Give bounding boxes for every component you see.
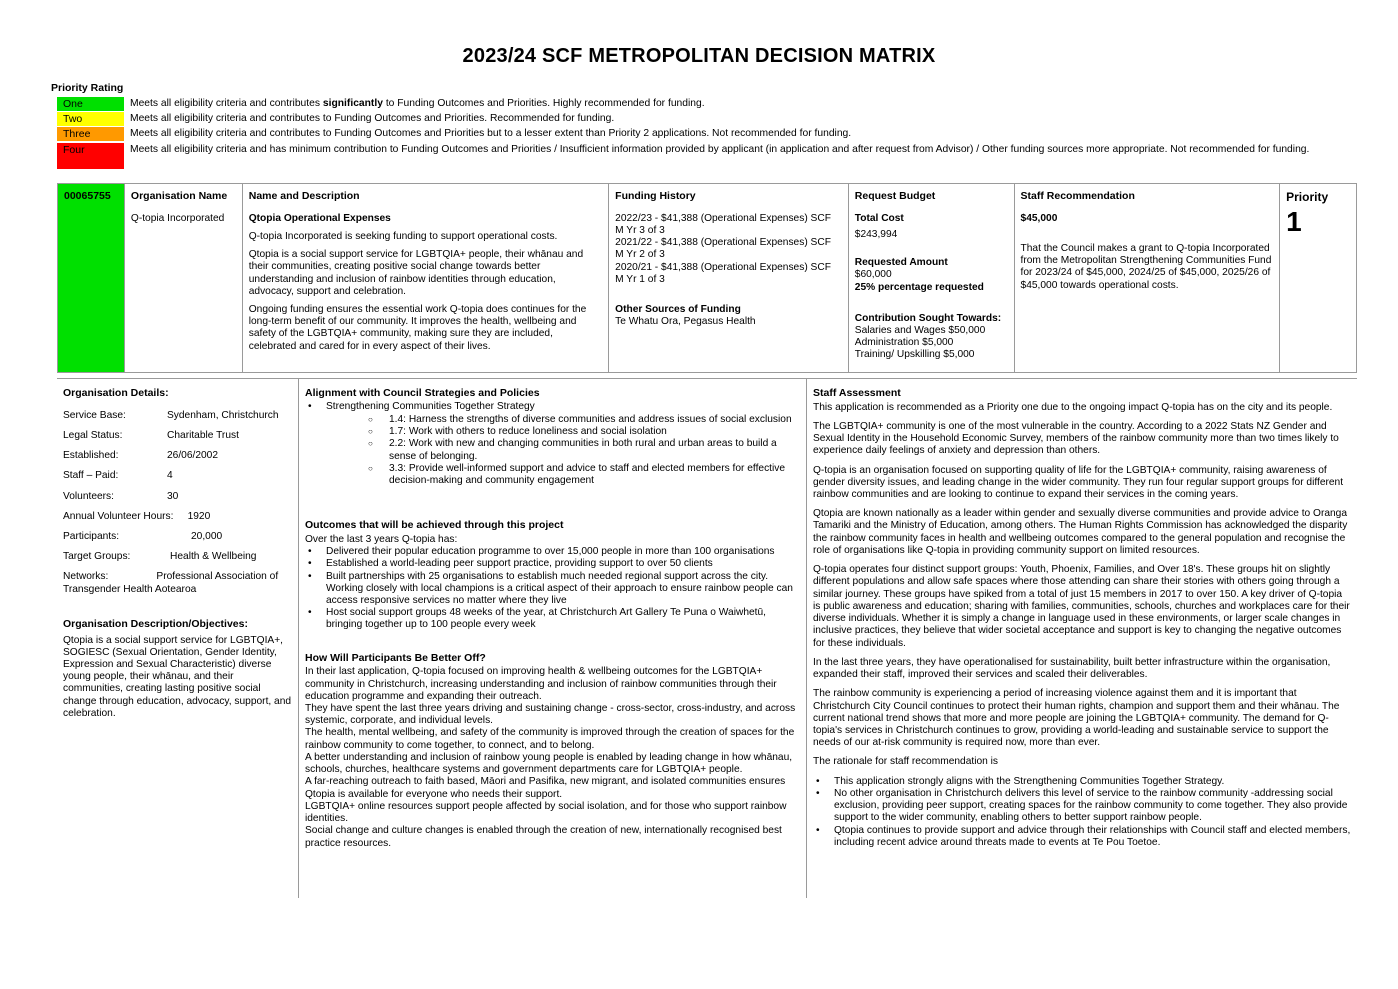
staff-assessment-paragraph: The rainbow community is experiencing a period of increasing violence against them and it is important that Christchurch City Council continues to protect their human rights, champion and support them and their whānau. The current national trend shows that more and more people are joining the LGBTQIA+ community. The demand for Q-topia's services in Christchurch continues to grow, providing a world-leading and sustainable service to support the needs of our at-risk community is required now, more than ever. bbox=[813, 688, 1340, 749]
decision-matrix-table bbox=[57, 183, 1357, 373]
organisation-description: Qtopia is a social support service for LGBTQIA+, SOGIESC (Sexual Orientation, Gender Identity, Expression and Sexual Characteristic) diverse young people, their whānau, and their communities, creating lasting positive social change through education, advocacy, support, and celebration. bbox=[63, 634, 292, 719]
name-description-header: Name and Description bbox=[248, 190, 360, 202]
staff-assessment-paragraph: Q-topia operates four distinct support groups: Youth, Phoenix, Families, and Over 18's. These groups hit on slightly different populations and allow safe spaces where those attending can share their stories with others going through a similar journey. These groups have spiked from a total of just 15 members in 2017 to over 150. A key driver of Q-topia is public awareness and education; sharing with families, communities, schools, churches and workplaces care for their diverse individuals. Whether it is simply a change in language used in these environments, or larger scale changes in inclusive practices, they believe that wider societal acceptance and support is key to changing the negative outcomes for these individuals. bbox=[813, 564, 1350, 649]
better-off-paragraph: A far-reaching outreach to faith based, Māori and Pasifika, new migrant, and isolated communities ensures Qtopia is available for everyone who needs their support. bbox=[305, 776, 786, 800]
detail-row bbox=[63, 470, 292, 482]
staff-assessment-paragraph: The LGBTQIA+ community is one of the most vulnerable in the country. According to a 2022 Stats NZ Gender and Sexual Identity in the Household Economic Survey, members of the rainbow community more than two times likely to experience daily feelings of anxiety and depression than others. bbox=[813, 420, 1339, 457]
detail-key: Staff – Paid: bbox=[63, 470, 119, 482]
detail-value: 30 bbox=[167, 490, 179, 502]
priority-swatch-two: Two bbox=[57, 112, 124, 126]
staff-assessment-paragraph: In the last three years, they have operationalised for sustainability, built better infrastructure within the organisation, expanded their staff, improved their services and scaled their deliverables. bbox=[813, 656, 1331, 681]
other-sources: Te Whatu Ora, Pegasus Health bbox=[615, 316, 756, 328]
better-off-header: How Will Participants Be Better Off? bbox=[305, 651, 486, 664]
request-budget-cell bbox=[849, 184, 1015, 372]
detail-value: Sydenham, Christchurch bbox=[167, 409, 279, 421]
priority-swatch-four: Four bbox=[57, 143, 124, 169]
priority-row-two bbox=[57, 112, 1327, 126]
detail-key: Volunteers: bbox=[63, 490, 114, 502]
requested-amount: $60,000 bbox=[854, 269, 892, 281]
detail-row bbox=[63, 410, 292, 422]
organisation-details-header: Organisation Details: bbox=[63, 387, 169, 399]
priority-value: 1 bbox=[1286, 206, 1302, 238]
detail-value: 26/06/2002 bbox=[167, 450, 218, 462]
detail-key: Established: bbox=[63, 450, 119, 462]
alignment-outcomes-section bbox=[298, 379, 807, 898]
list-item: • Qtopia continues to provide support and advice through their relationships with Council staff and elected members, including recent advice around threats made to events at Te Pou Toetoe. bbox=[813, 825, 1351, 849]
detail-key: Legal Status: bbox=[63, 429, 123, 441]
better-off-paragraph: The health, mental wellbeing, and safety of the community is improved through the creation of spaces for the rainbow community to come together, to connect, and to belong. bbox=[305, 727, 795, 751]
detail-value: Health & Wellbeing bbox=[170, 551, 257, 563]
page-title: 2023/24 SCF METROPOLITAN DECISION MATRIX bbox=[462, 45, 936, 67]
better-off-paragraph: In their last application, Q-topia focused on improving health & wellbeing outcomes for the LGBTQIA+ community in Christchurch, increasing understanding and inclusion of rainbow communities through their education programme and expanding their outreach. bbox=[305, 666, 777, 702]
list-item: • Delivered their popular education programme to over 15,000 people in more than 100 organisations bbox=[305, 546, 800, 558]
requested-amount-label: Requested Amount bbox=[854, 257, 948, 269]
list-item: ○ 3.3: Provide well-informed support and advice to staff and elected members for effective decision-making and community engagement bbox=[368, 463, 800, 487]
project-description: Q-topia Incorporated is seeking funding to support operational costs. bbox=[248, 230, 558, 242]
organisation-details-section bbox=[57, 379, 298, 898]
outcomes-list bbox=[305, 546, 800, 632]
staff-recommendation-amount: $45,000 bbox=[1020, 212, 1058, 224]
strategy-name: Strengthening Communities Together Strategy bbox=[326, 400, 535, 412]
staff-recommendation-text: That the Council makes a grant to Q-topia Incorporated from the Metropolitan Strengthening Communities Fund for 2023/24 of $45,000, 2024/25 of $45,000, 2025/26 of $45,000 towards operational costs. bbox=[1020, 242, 1272, 291]
contribution-item: Administration $5,000 bbox=[854, 337, 954, 349]
list-item bbox=[305, 401, 800, 488]
list-item: • No other organisation in Christchurch delivers this level of service to the rainbow community -addressing social exclusion, providing peer support, creating spaces for the rainbow community to come together. They also provide support to the wider community, enabling others to better support rainbow people. bbox=[813, 788, 1351, 825]
project-description: Qtopia is a social support service for LGBTQIA+ people, their whānau and their communities, creating positive social change towards better understanding and inclusion of rainbow identities through education, advocacy, support and celebration. bbox=[248, 249, 584, 297]
priority-text-three: Meets all eligibility criteria and contributes to Funding Outcomes and Priorities but to a lesser extent than Priority 2 applications. Not recommended for funding. bbox=[130, 128, 852, 139]
funding-history-item: 2020/21 - $41,388 (Operational Expenses) SCF M Yr 1 of 3 bbox=[615, 261, 831, 285]
request-budget-header: Request Budget bbox=[854, 190, 936, 202]
staff-assessment-paragraph: This application is recommended as a Priority one due to the ongoing impact Q-topia has on the city and its people. bbox=[813, 401, 1333, 413]
list-item: • Established a world-leading peer support practice, providing support to over 50 clients bbox=[305, 558, 800, 570]
application-id-cell bbox=[58, 184, 125, 372]
priority-row-three bbox=[57, 127, 1327, 141]
detail-value: Charitable Trust bbox=[167, 429, 239, 441]
detail-key: Target Groups: bbox=[63, 551, 131, 563]
assessment-sections bbox=[57, 378, 1357, 898]
organisation-name-cell bbox=[125, 184, 243, 372]
total-cost: $243,994 bbox=[854, 228, 898, 240]
funding-history-item: 2022/23 - $41,388 (Operational Expenses) SCF M Yr 3 of 3 bbox=[615, 212, 831, 236]
contribution-label: Contribution Sought Towards: bbox=[854, 312, 1002, 324]
detail-value: 20,000 bbox=[191, 531, 223, 542]
contribution-item: Training/ Upskilling $5,000 bbox=[854, 349, 975, 361]
detail-row bbox=[63, 551, 292, 563]
list-item: ○ 1.7: Work with others to reduce loneliness and social isolation bbox=[368, 426, 800, 438]
list-item: • This application strongly aligns with the Strengthening Communities Together Strategy. bbox=[813, 776, 1351, 788]
funding-history-item: 2021/22 - $41,388 (Operational Expenses) SCF M Yr 2 of 3 bbox=[615, 237, 831, 261]
priority-text-one-bold: significantly bbox=[322, 98, 383, 109]
better-off-paragraph: LGBTQIA+ online resources support people affected by social isolation, and for those who support rainbow identities. bbox=[305, 800, 787, 825]
project-title: Qtopia Operational Expenses bbox=[248, 212, 391, 224]
detail-key: Service Base: bbox=[63, 409, 126, 421]
other-sources-header: Other Sources of Funding bbox=[615, 304, 741, 315]
staff-assessment-header: Staff Assessment bbox=[813, 387, 901, 399]
better-off-paragraph: Social change and culture changes is enabled through the creation of new, internationally recognised best practice resources. bbox=[305, 825, 782, 849]
detail-row bbox=[63, 430, 292, 442]
better-off-paragraph: A better understanding and inclusion of rainbow young people is enabled by leading change in how whānau, schools, churches, healthcare systems and government departments care for LGBTQIA+ people. bbox=[305, 751, 793, 776]
organisation-name-header: Organisation Name bbox=[130, 190, 228, 202]
detail-row bbox=[63, 491, 292, 503]
list-item: ○ 1.4: Harness the strengths of diverse communities and address issues of social exclusion bbox=[368, 414, 800, 426]
detail-row bbox=[63, 531, 292, 543]
list-item: • Built partnerships with 25 organisations to establish much needed regional support across the city. Working closely with local champions is a critical aspect of their approach to ensure rainbow people can access responsive services no matter where they live bbox=[305, 571, 800, 608]
outcomes-intro: Over the last 3 years Q-topia has: bbox=[305, 533, 458, 545]
staff-recommendation-header: Staff Recommendation bbox=[1020, 190, 1135, 202]
priority-text-four: Meets all eligibility criteria and has minimum contribution to Funding Outcomes and Priorities / Insufficient information provided by applicant (in application and after request from Advisor) / Other funding sources more appropriate. Not recommended for funding. bbox=[130, 144, 1310, 155]
detail-value: 4 bbox=[167, 470, 173, 482]
staff-assessment-section bbox=[807, 379, 1357, 898]
name-description-cell bbox=[243, 184, 609, 372]
contribution-item: Salaries and Wages $50,000 bbox=[854, 325, 986, 336]
staff-recommendation-cell bbox=[1015, 184, 1281, 372]
strategy-goals-list bbox=[326, 414, 800, 487]
funding-history-cell bbox=[609, 184, 849, 372]
staff-assessment-paragraph: Qtopia are known nationally as a leader within gender and sexually diverse communities and provide advice to Oranga Tamariki and the Ministry of Education, among others. The Human Rights Commission has acknowledged the disparity the rainbow community faces in health and wellbeing outcomes compared to the general population and recognise the role of organisations like Q-topia in providing community support on limited resources. bbox=[813, 508, 1348, 556]
priority-text-one-post: to Funding Outcomes and Priorities. Highly recommended for funding. bbox=[382, 98, 705, 109]
total-cost-label: Total Cost bbox=[854, 212, 904, 224]
priority-swatch-one: One bbox=[57, 97, 124, 111]
list-item: ○ 2.2: Work with new and changing communities in both rural and urban areas to build a sense of belonging. bbox=[368, 438, 800, 462]
outcomes-header: Outcomes that will be achieved through this project bbox=[305, 519, 564, 532]
funding-history-header: Funding History bbox=[615, 190, 696, 202]
priority-rating-label: Priority Rating bbox=[51, 82, 124, 94]
priority-header: Priority bbox=[1286, 190, 1329, 204]
organisation-name: Q-topia Incorporated bbox=[130, 212, 225, 224]
priority-text-one-pre: Meets all eligibility criteria and contributes bbox=[130, 98, 323, 109]
application-id: 00065755 bbox=[64, 190, 111, 202]
percentage-requested: 25% percentage requested bbox=[854, 281, 984, 293]
priority-swatch-three: Three bbox=[57, 127, 124, 141]
project-description: Ongoing funding ensures the essential work Q-topia does continues for the long-term benefit of our community. It improves the health, wellbeing and safety of the LGBTQIA+ community, making sure they are included, celebrated and cared for in every aspect of their lives. bbox=[248, 304, 587, 352]
priority-row-one bbox=[57, 97, 1327, 111]
rationale-list bbox=[813, 776, 1351, 849]
better-off-paragraph: They have spent the last three years driving and sustaining change - cross-sector, cross-industry, and across systemic, corporate, and individual levels. bbox=[305, 703, 796, 727]
priority-text-one bbox=[124, 97, 705, 111]
alignment-list bbox=[305, 401, 800, 488]
alignment-header: Alignment with Council Strategies and Policies bbox=[305, 387, 540, 399]
detail-key: Participants: bbox=[63, 531, 120, 542]
organisation-description-header: Organisation Description/Objectives: bbox=[63, 617, 248, 630]
staff-assessment-paragraph: Q-topia is an organisation focused on supporting quality of life for the LGBTQIA+ community, raising awareness of gender diversity issues, and leading change in the wider community. They run four regular support groups for different rainbow communities and are looking to continue to expand their services in the coming years. bbox=[813, 464, 1344, 500]
detail-row bbox=[63, 450, 292, 462]
staff-assessment-paragraph: The rationale for staff recommendation is bbox=[813, 756, 998, 768]
priority-cell bbox=[1280, 184, 1356, 372]
priority-text-two: Meets all eligibility criteria and contributes to Funding Outcomes and Priorities. Recommended for funding. bbox=[130, 113, 615, 124]
annual-volunteer-hours: Annual Volunteer Hours: 1920 bbox=[63, 510, 211, 522]
networks: Networks: Professional Association of Transgender Health Aotearoa bbox=[63, 571, 281, 595]
list-item: • Host social support groups 48 weeks of the year, at Christchurch Art Gallery Te Puna o Waiwhetū, bringing together up to 100 people every week bbox=[305, 607, 800, 631]
priority-row-four bbox=[57, 143, 1327, 169]
